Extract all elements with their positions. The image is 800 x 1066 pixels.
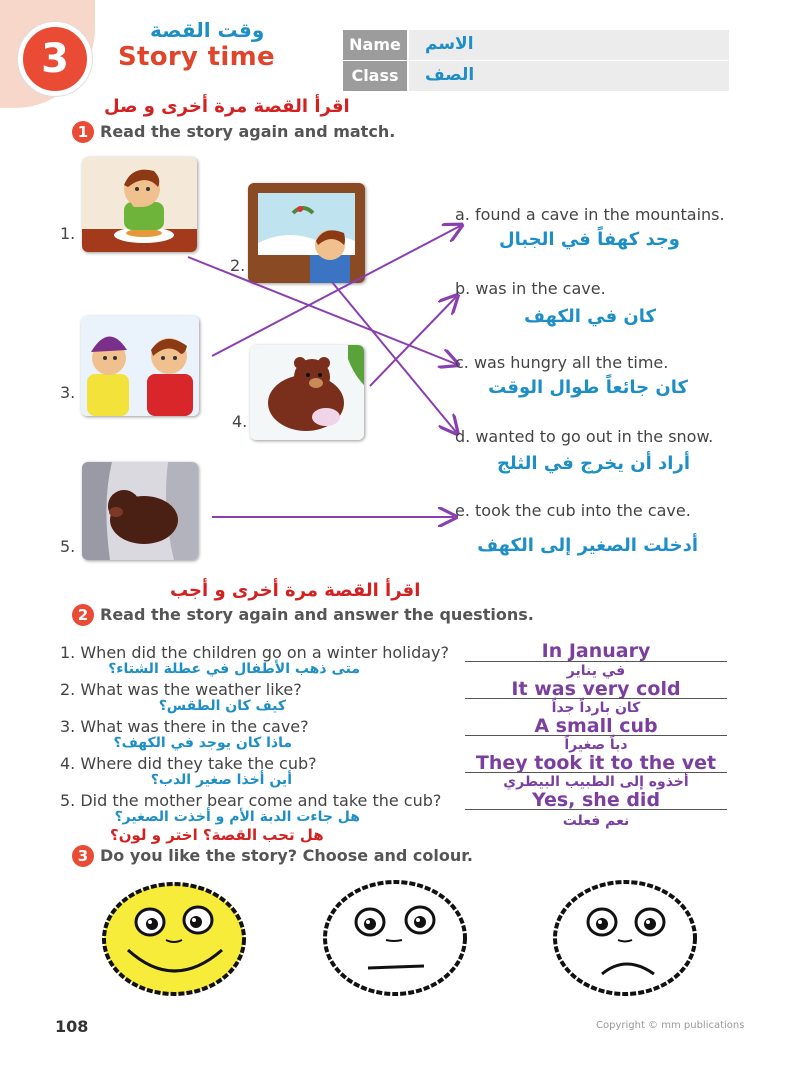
answer-4[interactable]: They took it to the vet (475, 752, 717, 774)
question-4: 4. Where did they take the cub? (60, 754, 317, 773)
match-line-3-a[interactable] (212, 226, 460, 356)
answer-line-4 (465, 772, 727, 773)
page-title-arabic: وقت القصة (150, 18, 265, 42)
page-title: Story time (118, 42, 275, 72)
sentence-a-arabic: وجد كهفاً في الجبال (498, 229, 680, 250)
sentence-b-arabic: كان في الكهف (524, 306, 656, 327)
answer-line-1 (465, 661, 727, 662)
picture-number-4: 4. (232, 412, 248, 431)
answer-line-5 (465, 809, 727, 810)
class-label: Class (343, 61, 407, 91)
unit-number-badge: 3 (18, 22, 92, 96)
ex1-instruction-arabic: اقرأ القصة مرة أخرى و صل (104, 96, 350, 117)
neutral-face-icon[interactable] (320, 878, 470, 998)
answer-line-3 (465, 735, 727, 736)
question-4-arabic: أين أخذا صغير الدب؟ (150, 772, 292, 788)
question-2: 2. What was the weather like? (60, 680, 302, 699)
question-3-arabic: ماذا كان يوجد في الكهف؟ (113, 735, 292, 751)
ex3-instruction-arabic: هل تحب القصة؟ اختر و لون؟ (110, 826, 324, 844)
answer-3[interactable]: A small cub (534, 715, 658, 737)
class-value: الصف (425, 65, 475, 85)
answer-line-2 (465, 698, 727, 699)
ex3-title: Do you like the story? Choose and colour. (100, 846, 473, 865)
answer-1[interactable]: In January (541, 640, 651, 662)
ex1-number-badge: 1 (72, 121, 94, 143)
sentence-d-arabic: أراد أن يخرج في الثلج (496, 453, 690, 474)
answer-2-arabic: كان بارداً جداً (551, 700, 641, 716)
name-value: الاسم (425, 34, 474, 54)
name-label: Name (343, 30, 407, 60)
question-3: 3. What was there in the cave? (60, 717, 309, 736)
question-1-arabic: متى ذهب الأطفال في عطلة الشتاء؟ (108, 661, 360, 677)
picture-number-2: 2. (230, 256, 246, 275)
sentence-e-arabic: أدخلت الصغير إلى الكهف (477, 535, 698, 556)
sentence-b: b. was in the cave. (455, 279, 606, 298)
sentence-d: d. wanted to go out in the snow. (455, 427, 714, 446)
answer-1-arabic: في يناير (566, 663, 626, 679)
copyright: Copyright © mm publications (596, 1020, 745, 1031)
ex1-title: Read the story again and match. (100, 122, 396, 141)
answer-4-arabic: أخذوه إلى الطبيب البيطري (503, 774, 689, 790)
picture-number-5: 5. (60, 537, 76, 556)
answer-3-arabic: دباً صغيراً (564, 737, 628, 753)
answer-5-arabic: نعم فعلت (562, 813, 630, 829)
answer-2[interactable]: It was very cold (511, 678, 681, 700)
ex2-number-badge: 2 (72, 604, 94, 626)
question-2-arabic: كيف كان الطقس؟ (158, 698, 286, 714)
page-number: 108 (55, 1017, 89, 1036)
happy-face-icon[interactable] (100, 880, 248, 998)
ex2-title: Read the story again and answer the questions. (100, 605, 534, 624)
picture-number-3: 3. (60, 383, 76, 402)
ex3-number-badge: 3 (72, 845, 94, 867)
question-5-arabic: هل جاءت الدبة الأم و أخذت الصغير؟ (114, 809, 360, 825)
ex2-instruction-arabic: اقرأ القصة مرة أخرى و أجب (170, 580, 421, 601)
sentence-c: c. was hungry all the time. (455, 353, 669, 372)
question-5: 5. Did the mother bear come and take the cub? (60, 791, 442, 810)
sentence-a: a. found a cave in the mountains. (455, 205, 725, 224)
question-1: 1. When did the children go on a winter holiday? (60, 643, 449, 662)
sentence-c-arabic: كان جائعاً طوال الوقت (488, 377, 688, 398)
sentence-e: e. took the cub into the cave. (455, 501, 691, 520)
answer-5[interactable]: Yes, she did (531, 789, 661, 811)
sad-face-icon[interactable] (550, 878, 700, 998)
picture-number-1: 1. (60, 224, 76, 243)
